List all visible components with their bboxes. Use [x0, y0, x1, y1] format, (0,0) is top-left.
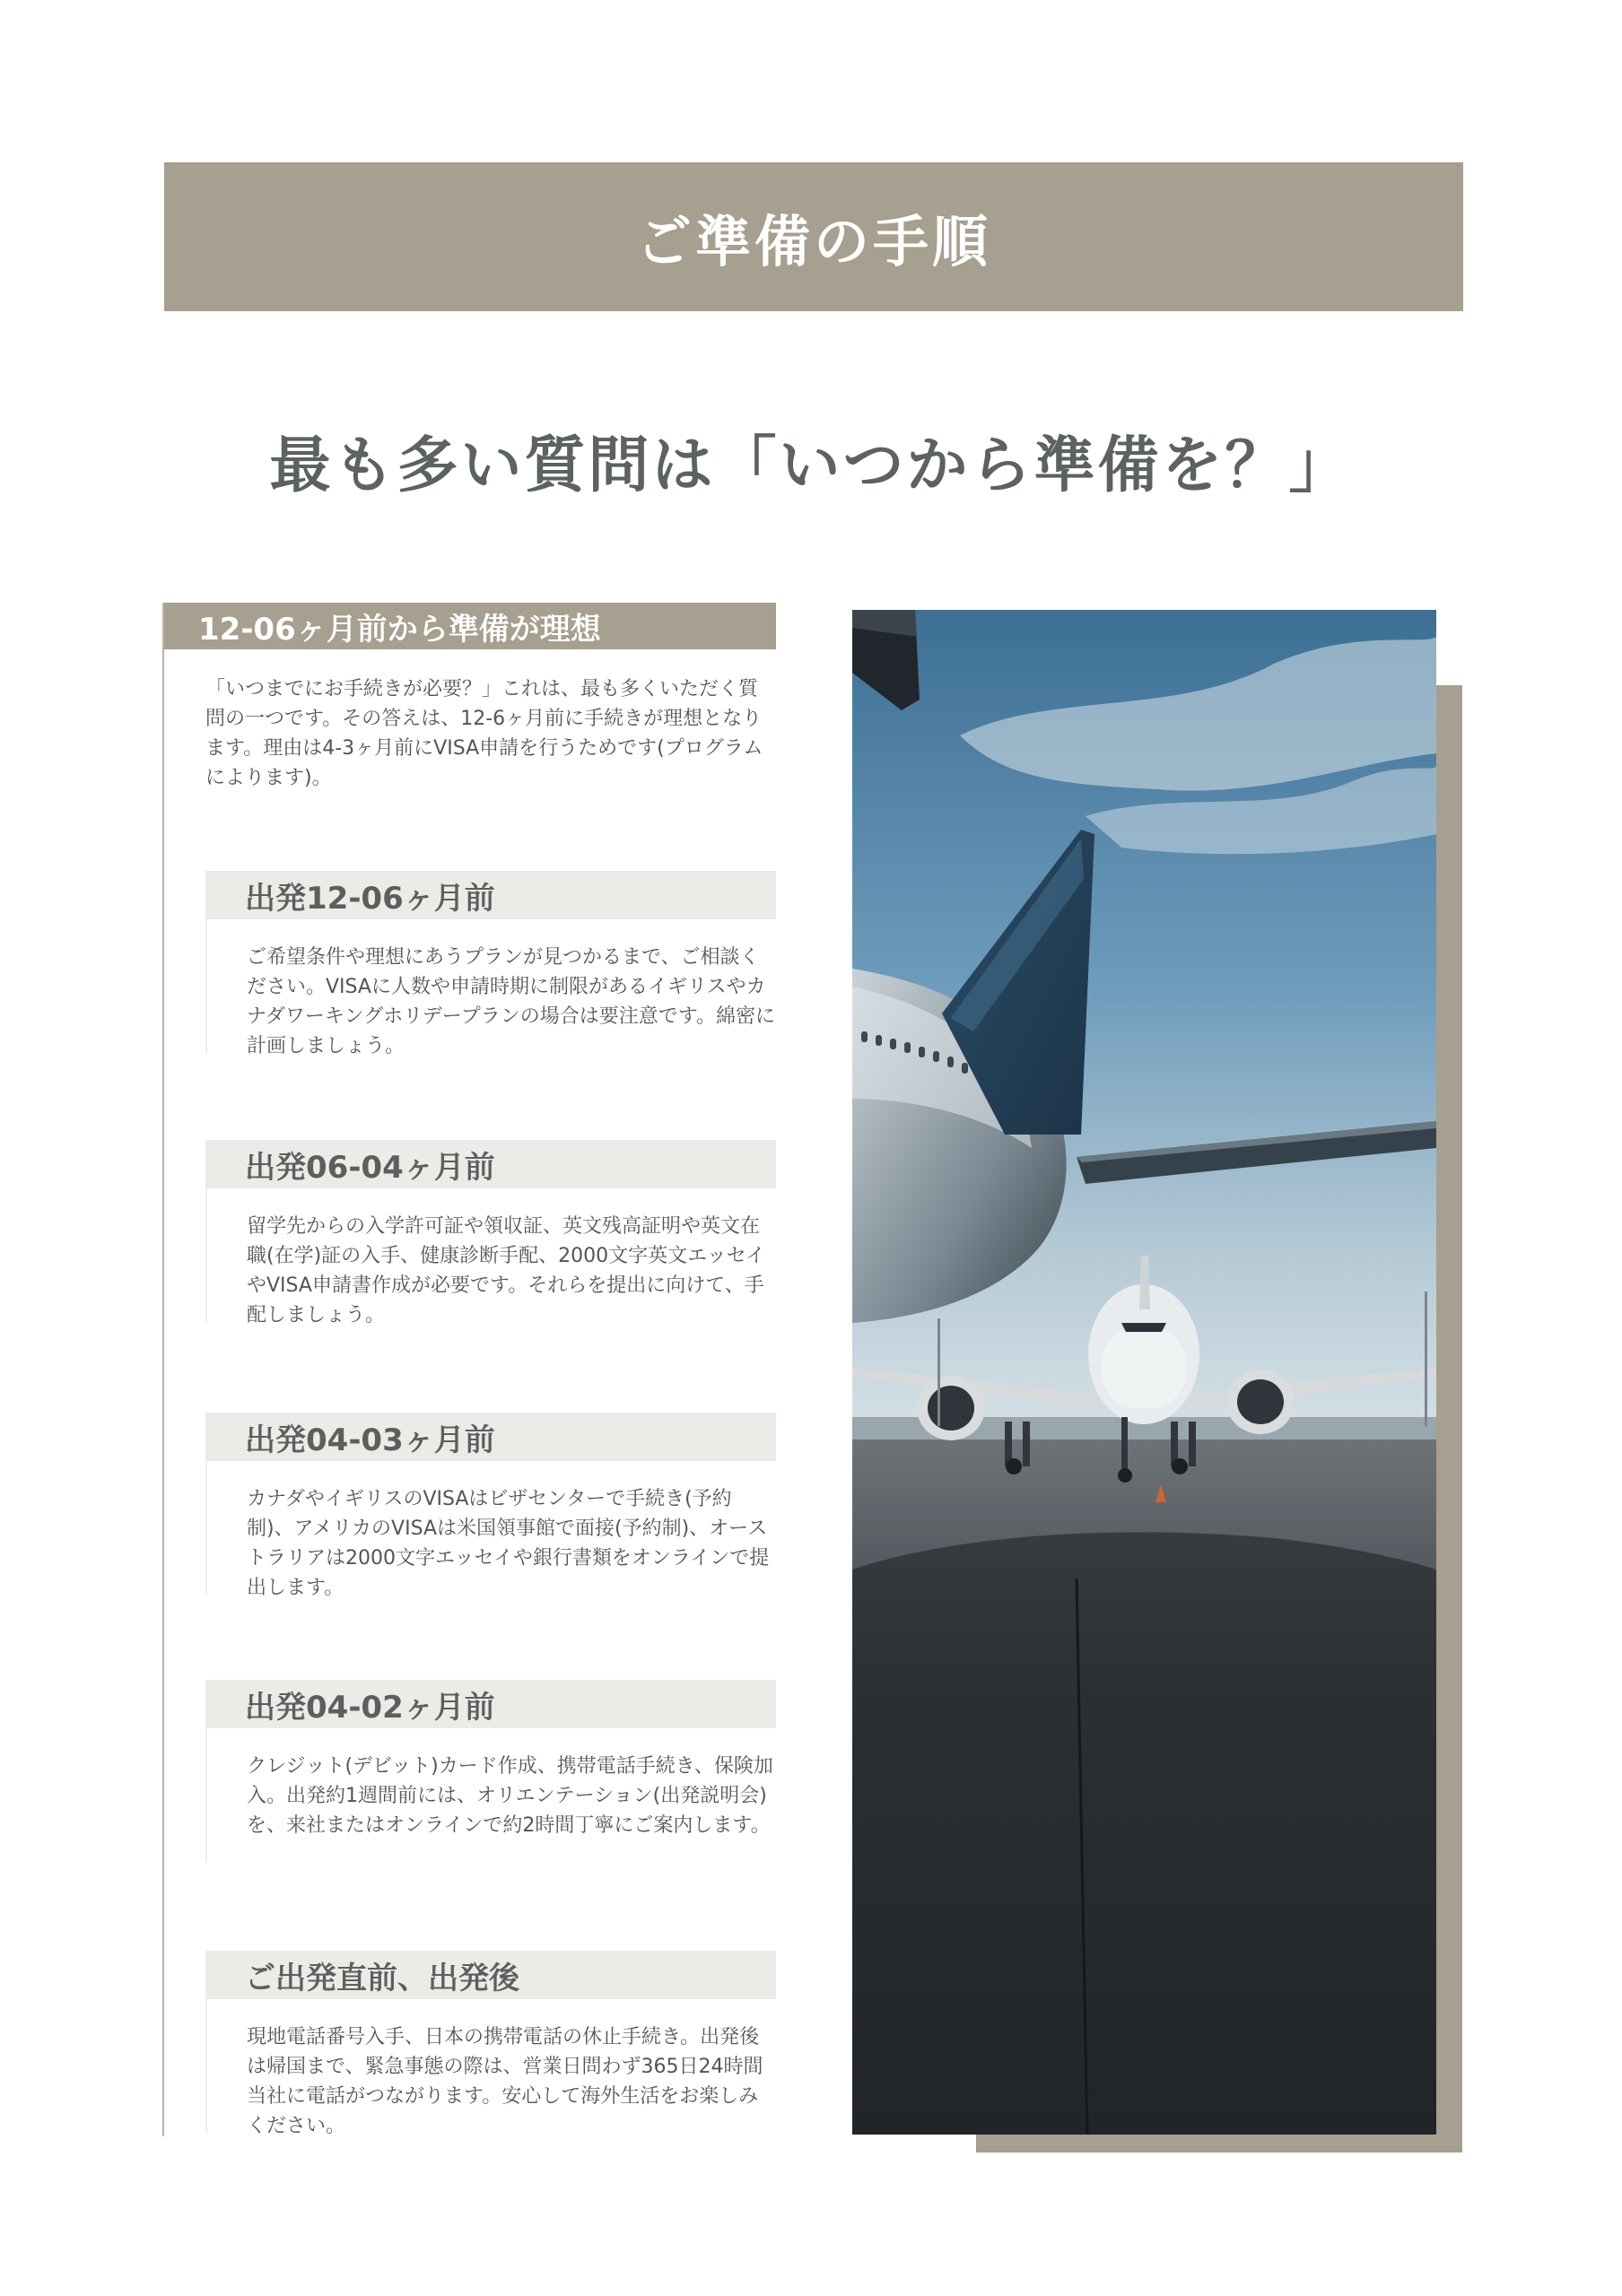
- lead-heading: 12-06ヶ月前から準備が理想: [164, 603, 776, 649]
- title-banner: [164, 162, 1463, 311]
- step-2: [205, 1140, 776, 1326]
- timeline-column: [162, 603, 776, 2136]
- step-heading: 出発04-03ヶ月前: [205, 1413, 776, 1461]
- step-1: [205, 871, 776, 1057]
- step-heading: 出発06-04ヶ月前: [205, 1140, 776, 1188]
- airport-photo: [852, 610, 1436, 2135]
- step-text: 留学先からの入学許可証や領収証、英文残高証明や英文在職(在学)証の入手、健康診断手配、2000文字英文エッセイやVISA申請書作成が必要です。それらを提出に向けて、手配しましょう。: [205, 1188, 776, 1323]
- headline: 最も多い質問は「いつから準備を？」: [269, 430, 1353, 501]
- page-title: ご準備の手順: [635, 208, 991, 274]
- step-4: [205, 1680, 776, 1863]
- step-text: クレジット(デビット)カード作成、携帯電話手続き、保険加入。出発約1週間前には、オリエンテーション(出発説明会)を、来社またはオンラインで約2時間丁寧にご案内します。: [205, 1728, 776, 1863]
- step-heading: ご出発直前、出発後: [205, 1951, 776, 1999]
- step-text: 現地電話番号入手、日本の携帯電話の休止手続き。出発後は帰国まで、緊急事態の際は、営業日問わず365日24時間当社に電話がつながります。安心して海外生活をお楽しみください。: [205, 1999, 776, 2134]
- lead-text: 「いつまでにお手続きが必要？」これは、最も多くいただく質問の一つです。その答えは、12-6ヶ月前に手続きが理想となります。理由は4-3ヶ月前にVISA申請を行うためです(プログラムによります)。: [205, 678, 763, 789]
- step-heading: 出発04-02ヶ月前: [205, 1680, 776, 1728]
- step-5: [205, 1951, 776, 2137]
- step-heading: 出発12-06ヶ月前: [205, 871, 776, 919]
- step-text: カナダやイギリスのVISAはビザセンターで手続き(予約制)、アメリカのVISAは米国領事館で面接(予約制)、オーストラリアは2000文字エッセイや銀行書類をオンラインで提出します。: [205, 1461, 776, 1596]
- step-3: [205, 1413, 776, 1599]
- step-text: ご希望条件や理想にあうプランが見つかるまで、ご相談ください。VISAに人数や申請時期に制限があるイギリスやカナダワーキングホリデープランの場合は要注意です。綿密に計画しましょう。: [205, 919, 776, 1054]
